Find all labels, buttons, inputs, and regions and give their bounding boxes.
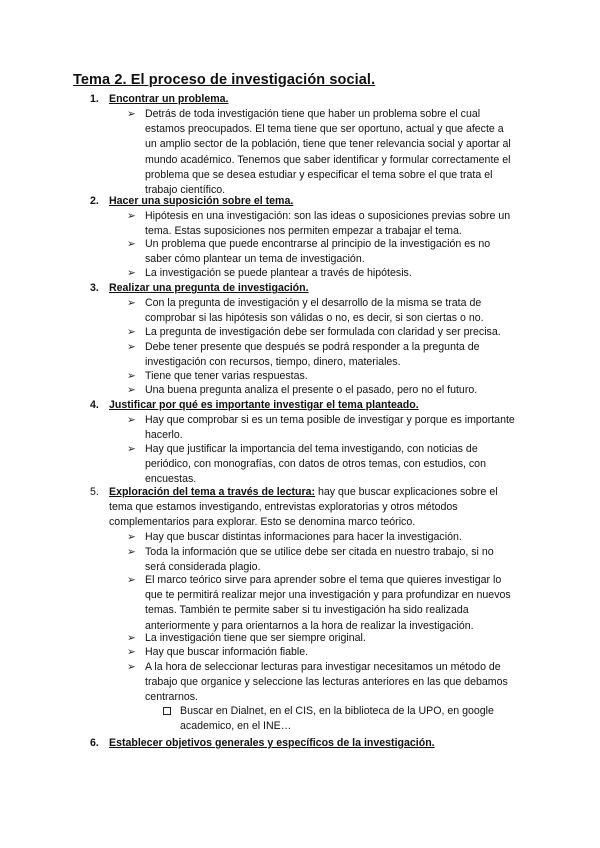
bullet-text: La investigación se puede plantear a través de hipótesis. xyxy=(145,267,412,279)
section-title: Encontrar un problema. xyxy=(109,93,229,105)
section-number: 4. xyxy=(90,399,99,411)
bullet-text: Hay que justificar la importancia del tema investigando, con noticias de periódico, con monografías, con datos de otros temas, con estudios, con encuestas. xyxy=(145,443,486,486)
arrow-bullet-icon: ➢ xyxy=(127,326,136,338)
section-title: Justificar por qué es importante investigar el tema planteado. xyxy=(109,399,419,411)
bullet-text: La investigación tiene que ser siempre original. xyxy=(145,632,366,644)
section-number: 3. xyxy=(90,282,99,294)
arrow-bullet-icon: ➢ xyxy=(127,108,136,120)
bullet-text: Con la pregunta de investigación y el desarrollo de la misma se trata de comprobar si las hipótesis son válidas o no, es decir, si son ciertas o no. xyxy=(145,297,484,325)
arrow-bullet-icon: ➢ xyxy=(127,531,136,543)
arrow-bullet-icon: ➢ xyxy=(127,443,136,455)
arrow-bullet-icon: ➢ xyxy=(127,646,136,658)
arrow-bullet-icon: ➢ xyxy=(127,632,136,644)
bullet-text: La pregunta de investigación debe ser formulada con claridad y ser precisa. xyxy=(145,326,501,338)
arrow-bullet-icon: ➢ xyxy=(127,414,136,426)
bullet-text: Un problema que puede encontrarse al principio de la investigación es no saber cómo plantear un tema de investigación. xyxy=(145,238,491,266)
bullet-text: A la hora de seleccionar lecturas para investigar necesitamos un método de trabajo que organice y seleccione las lecturas anteriores en las que debamos centrarnos. xyxy=(145,661,508,704)
section-title: Establecer objetivos generales y específicos de la investigación. xyxy=(109,737,435,749)
section-number: 1. xyxy=(90,93,99,105)
square-bullet-icon xyxy=(163,707,171,715)
document-title: Tema 2. El proceso de investigación social. xyxy=(73,72,376,88)
section-title: Realizar una pregunta de investigación. xyxy=(109,282,309,294)
bullet-text: Toda la información que se utilice debe ser citada en nuestro trabajo, si no será considerada plagio. xyxy=(145,546,494,574)
section-number: 2. xyxy=(90,195,99,207)
arrow-bullet-icon: ➢ xyxy=(127,341,136,353)
arrow-bullet-icon: ➢ xyxy=(127,546,136,558)
bullet-text: Hay que comprobar si es un tema posible de investigar y porque es importante hacerlo. xyxy=(145,414,515,442)
sub-bullet-text: Buscar en Dialnet, en el CIS, en la biblioteca de la UPO, en google academico, en el INE… xyxy=(180,705,494,733)
arrow-bullet-icon: ➢ xyxy=(127,370,136,382)
bullet-text: Hipótesis en una investigación: son las ideas o suposiciones previas sobre un tema. Estas suposiciones nos permiten empezar a trabajar el tema. xyxy=(145,210,511,238)
section-intro xyxy=(109,485,519,531)
arrow-bullet-icon: ➢ xyxy=(127,574,136,586)
arrow-bullet-icon: ➢ xyxy=(127,238,136,250)
bullet-text: Debe tener presente que después se podrá responder a la pregunta de investigación con recursos, tiempo, dinero, materiales. xyxy=(145,341,480,369)
section-number: 5. xyxy=(90,486,99,498)
arrow-bullet-icon: ➢ xyxy=(127,384,136,396)
arrow-bullet-icon: ➢ xyxy=(127,210,136,222)
arrow-bullet-icon: ➢ xyxy=(127,661,136,673)
bullet-text: Hay que buscar información fiable. xyxy=(145,646,309,658)
bullet-text: Tiene que tener varias respuestas. xyxy=(145,370,308,382)
bullet-text: Una buena pregunta analiza el presente o el pasado, pero no el futuro. xyxy=(145,384,478,396)
section-intro-text: hay que buscar explicaciones sobre el tema que estamos investigando, entrevistas exploratorias y otros métodos complementarios para explorar. Esto se denomina marco teórico. xyxy=(109,486,498,529)
section-title: Hacer una suposición sobre el tema. xyxy=(109,195,294,207)
bullet-text: Hay que buscar distintas informaciones para hacer la investigación. xyxy=(145,531,462,543)
bullet-text: El marco teórico sirve para aprender sobre el tema que quieres investigar lo que te permitirá realizar mejor una investigación y para profundizar en nuevos temas. También te permite saber si tu investigación ha sido realizada anteriormente y para orientarnos a la hora de realizar la investigación. xyxy=(145,574,511,632)
section-title: Exploración del tema a través de lectura: xyxy=(109,486,316,498)
bullet-text: Detrás de toda investigación tiene que haber un problema sobre el cual estamos preocupados. El tema tiene que ser oportuno, actual y que afecte a un amplio sector de la población, tiene que tener relevancia social y aportar al mundo académico. Tenemos que saber identificar y formular correctamente el problema que se desea estudiar y especificar el tema sobre el que trata el trabajo científico. xyxy=(145,108,511,197)
arrow-bullet-icon: ➢ xyxy=(127,297,136,309)
section-number: 6. xyxy=(90,737,99,749)
arrow-bullet-icon: ➢ xyxy=(127,267,136,279)
